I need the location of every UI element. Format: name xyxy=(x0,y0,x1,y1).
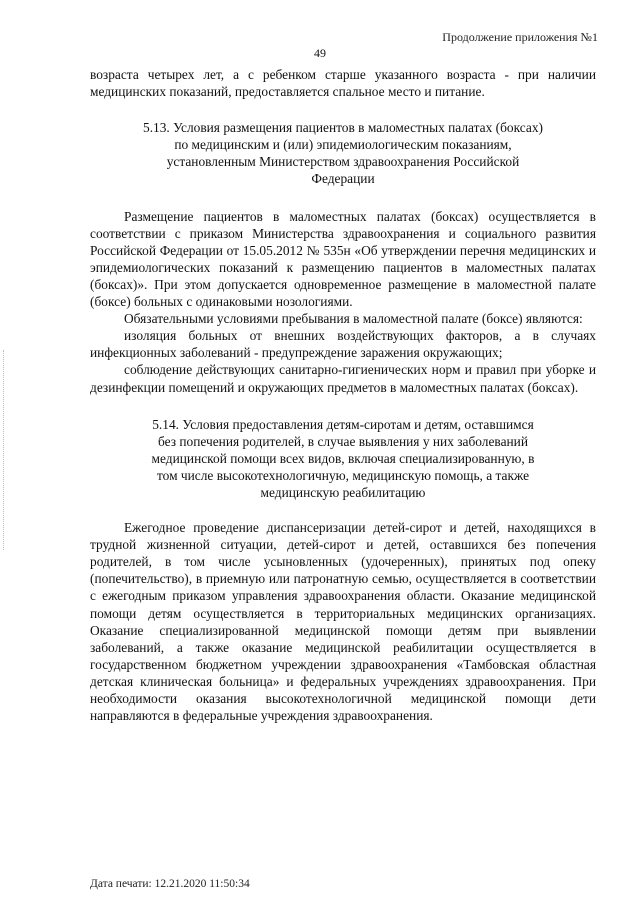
appendix-label: Продолжение приложения №1 xyxy=(442,30,598,44)
section-5-14-heading: 5.14. Условия предоставления детям-сиротам и детям, оставшимся без попечения родителей, в случае выявления у них заболеваний медицинской помощи всех видов, включая специализированную, в том числе высокотехнологичную, медицинскую помощь, а также медицинскую реабилитацию xyxy=(151,416,535,500)
intro-paragraph: возраста четырех лет, а с ребенком старше указанного возраста - при наличии медицинских показаний, предоставляется спальное место и питание. xyxy=(90,67,596,100)
section-5-13-heading: 5.13. Условия размещения пациентов в маломестных палатах (боксах) по медицинским и (или) эпидемиологическим показаниям, установленным Министерством здравоохранения Российской Федерации xyxy=(143,120,543,187)
scan-margin-marks xyxy=(3,350,6,550)
section-5-13-paragraph-1: Размещение пациентов в маломестных палатах (боксах) осуществляется в соответствии с приказом Министерства здравоохранения и социального развития Российской Федерации от 15.05.2012 № 535н «Об утверждении перечня медицинских и эпидемиологических показаний к размещению пациентов в маломестных палатах (боксах)». При этом допускается одновременное размещение в маломестной палате (боксе) больных с одинаковыми нозологиями. xyxy=(90,208,596,310)
section-5-13-paragraph-3: изоляция больных от внешних воздействующих факторов, а в случаях инфекционных заболеваний - предупреждение заражения окружающих; xyxy=(90,328,596,361)
page-number: 49 xyxy=(314,46,326,60)
section-5-14-paragraph-1: Ежегодное проведение диспансеризации детей-сирот и детей, находящихся в трудной жизненной ситуации, детей-сирот и детей, оставшихся без попечения родителей, в том числе усыновленных (удочеренных), принятых под опеку (попечительство), в приемную или патронатную семью, осуществляется в соответствии с ежегодным приказом управления здравоохранения области. Оказание медицинской помощи детям осуществляется в территориальных медицинских организациях. Оказание специализированной медицинской помощи детям при выявлении заболеваний, а также оказание медицинской реабилитации осуществляется в государственном бюджетном учреждении здравоохранения «Тамбовская областная детская клиническая больница» и федеральных учреждениях здравоохранения. При необходимости оказания высокотехнологичной медицинской помощи дети направляются в федеральные учреждения здравоохранения. xyxy=(90,520,596,724)
section-5-13-paragraph-4: соблюдение действующих санитарно-гигиенических норм и правил при уборке и дезинфекции помещений и окружающих предметов в маломестных палатах (боксах). xyxy=(90,362,596,395)
section-5-13-paragraph-2: Обязательными условиями пребывания в маломестной палате (боксе) являются: xyxy=(124,311,583,327)
document-body xyxy=(90,66,596,724)
print-date: Дата печати: 12.21.2020 11:50:34 xyxy=(90,878,250,890)
